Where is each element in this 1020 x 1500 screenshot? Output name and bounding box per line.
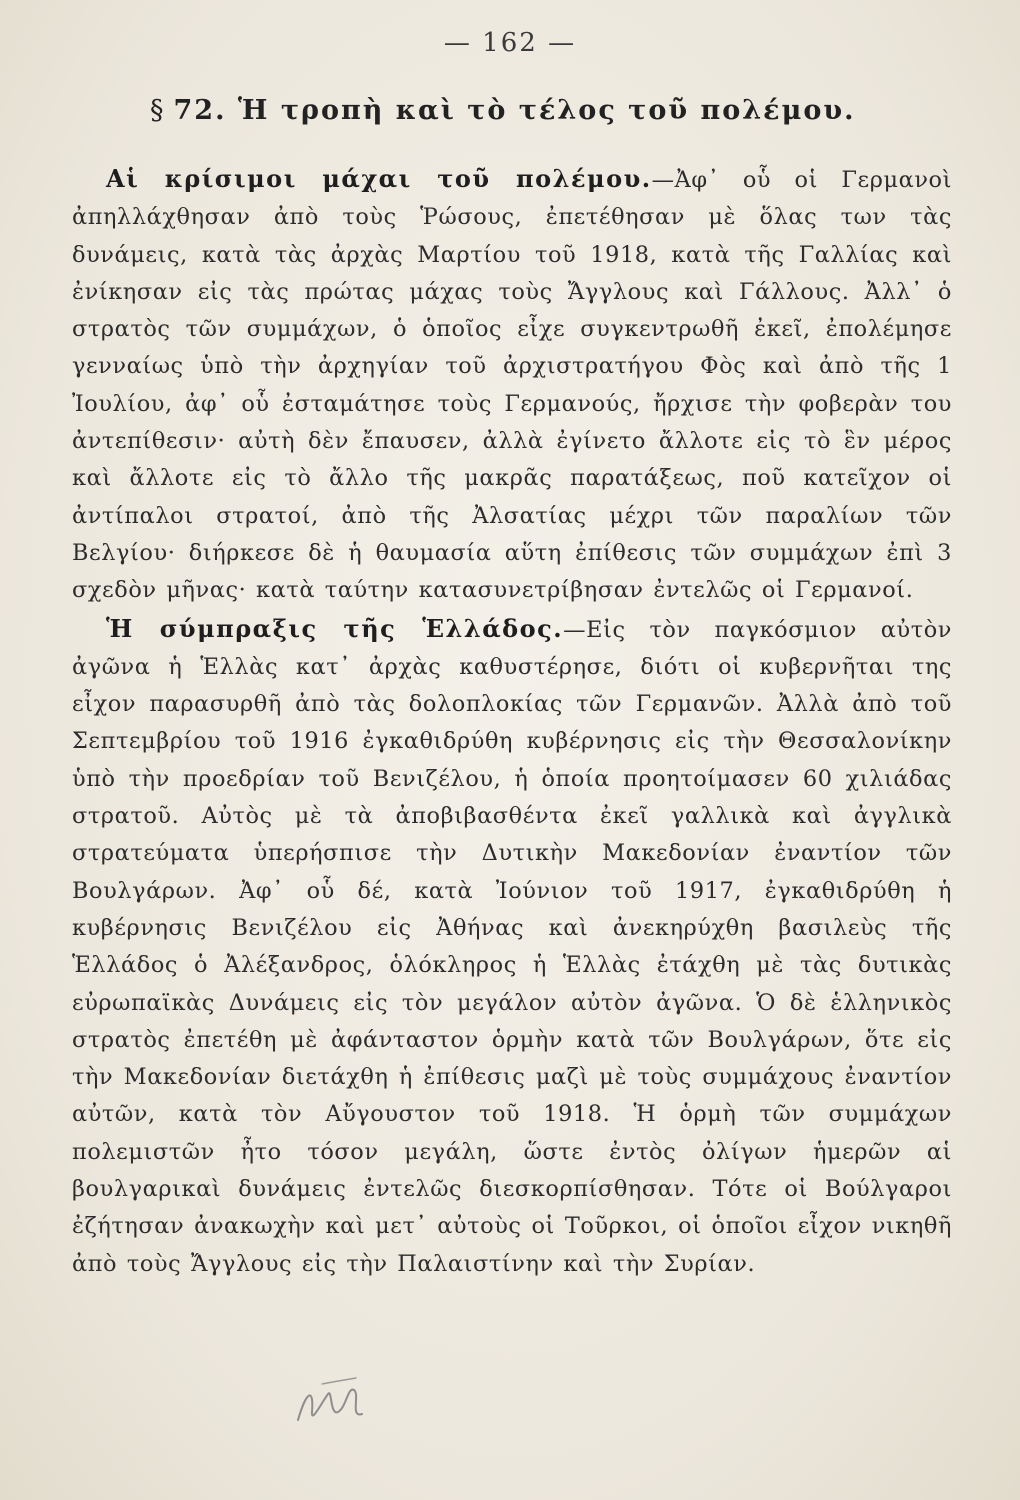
- paragraph-greece: [72, 610, 952, 1283]
- section-symbol: §: [150, 95, 166, 126]
- paragraph-battles-text: —Ἀφ᾽ οὗ οἱ Γερμανοὶ ἀπηλλάχθησαν ἀπὸ τοὺς Ῥώσους, ἐπετέθησαν μὲ ὅλας των τὰς δυνάμεις, κατὰ τὰς ἀρχὰς Μαρτίου τοῦ 1918, κατὰ τῆς Γαλλίας καὶ ἐνίκησαν εἰς τὰς πρώτας μάχας τοὺς Ἄγγλους καὶ Γάλλους. Ἀλλ᾽ ὁ στρατὸς τῶν συμμάχων, ὁ ὁποῖος εἶχε συγκεντρωθῆ ἐκεῖ, ἐπολέμησε γενναίως ὑπὸ τὴν ἀρχηγίαν τοῦ ἀρχιστρατήγου Φὸς καὶ ἀπὸ τῆς 1 Ἰουλίου, ἀφ᾽ οὗ ἐσταμάτησε τοὺς Γερμανούς, ἤρχισε τὴν φοβερὰν του ἀντεπίθεσιν· αὐτὴ δὲν ἔπαυσεν, ἀλλὰ ἐγίνετο ἄλλοτε εἰς τὸ ἓν μέρος καὶ ἄλλοτε εἰς τὸ ἄλλο τῆς μακρᾶς παρατάξεως, ποῦ κατεῖχον οἱ ἀντίπαλοι στρατοί, ἀπὸ τῆς Ἀλσατίας μέχρι τῶν παραλίων τῶν Βελγίου· διήρκεσε δὲ ἡ θαυμασία αὕτη ἐπίθεσις τῶν συμμάχων ἐπὶ 3 σχεδὸν μῆνας· κατὰ ταύτην κατασυνετρίβησαν ἐντελῶς οἱ Γερμανοί.: [72, 167, 952, 604]
- section-heading: [150, 95, 856, 126]
- paragraph-battles: [72, 160, 952, 610]
- body-text: [72, 160, 952, 1283]
- subheading-greece: Ἡ σύμπραξις τῆς Ἑλλάδος.: [106, 613, 564, 643]
- handwritten-signature-icon: [292, 1372, 372, 1432]
- subheading-battles: Αἱ κρίσιμοι μάχαι τοῦ πολέμου.: [106, 164, 652, 193]
- paragraph-greece-text: —Εἰς τὸν παγκόσμιον αὐτὸν ἀγῶνα ἡ Ἑλλὰς κατ᾽ ἀρχὰς καθυστέρησε, διότι οἱ κυβερνῆται της εἶχον παρασυρθῆ ἀπὸ τὰς δολοπλοκίας τῶν Γερμανῶν. Ἀλλὰ ἀπὸ τοῦ Σεπτεμβρίου τοῦ 1916 ἐγκαθιδρύθη κυβέρνησις εἰς τὴν Θεσσαλονίκην ὑπὸ τὴν προεδρίαν τοῦ Βενιζέλου, ἡ ὁποία προητοίμασεν 60 χιλιάδας στρατοῦ. Αὐτὸς μὲ τὰ ἀποβιβασθέντα ἐκεῖ γαλλικὰ καὶ ἀγγλικὰ στρατεύματα ὑπερήσπισε τὴν Δυτικὴν Μακεδονίαν ἐναντίον τῶν Βουλγάρων. Ἀφ᾽ οὗ δέ, κατὰ Ἰούνιον τοῦ 1917, ἐγκαθιδρύθη ἡ κυβέρνησις Βενιζέλου εἰς Ἀθήνας καὶ ἀνεκηρύχθη βασιλεὺς τῆς Ἑλλάδος ὁ Ἀλέξανδρος, ὁλόκληρος ἡ Ἑλλὰς ἐτάχθη μὲ τὰς δυτικὰς εὐρωπαϊκὰς Δυνάμεις εἰς τὸν μεγάλον αὐτὸν ἀγῶνα. Ὁ δὲ ἑλληνικὸς στρατὸς ἐπετέθη μὲ ἀφάνταστον ὁρμὴν κατὰ τῶν Βουλγάρων, ὅτε εἰς τὴν Μακεδονίαν διετάχθη ἡ ἐπίθεσις μαζὶ μὲ τοὺς συμμάχους ἐναντίον αὐτῶν, κατὰ τὸν Αὔγουστον τοῦ 1918. Ἡ ὁρμὴ τῶν συμμάχων πολεμιστῶν ἦτο τόσον μεγάλη, ὥστε ἐντὸς ὀλίγων ἡμερῶν αἱ βουλγαρικαὶ δυνάμεις ἐντελῶς διεσκορπίσθησαν. Τότε οἱ Βούλγαροι ἐζήτησαν ἀνακωχὴν καὶ μετ᾽ αὐτοὺς οἱ Τοῦρκοι, οἱ ὁποῖοι εἶχον νικηθῆ ἀπὸ τοὺς Ἄγγλους εἰς τὴν Παλαιστίνην καὶ τὴν Συρίαν.: [72, 616, 952, 1277]
- section-title: 72. Ἡ τροπὴ καὶ τὸ τέλος τοῦ πολέμου.: [173, 95, 856, 126]
- page-number: — 162 —: [443, 28, 577, 58]
